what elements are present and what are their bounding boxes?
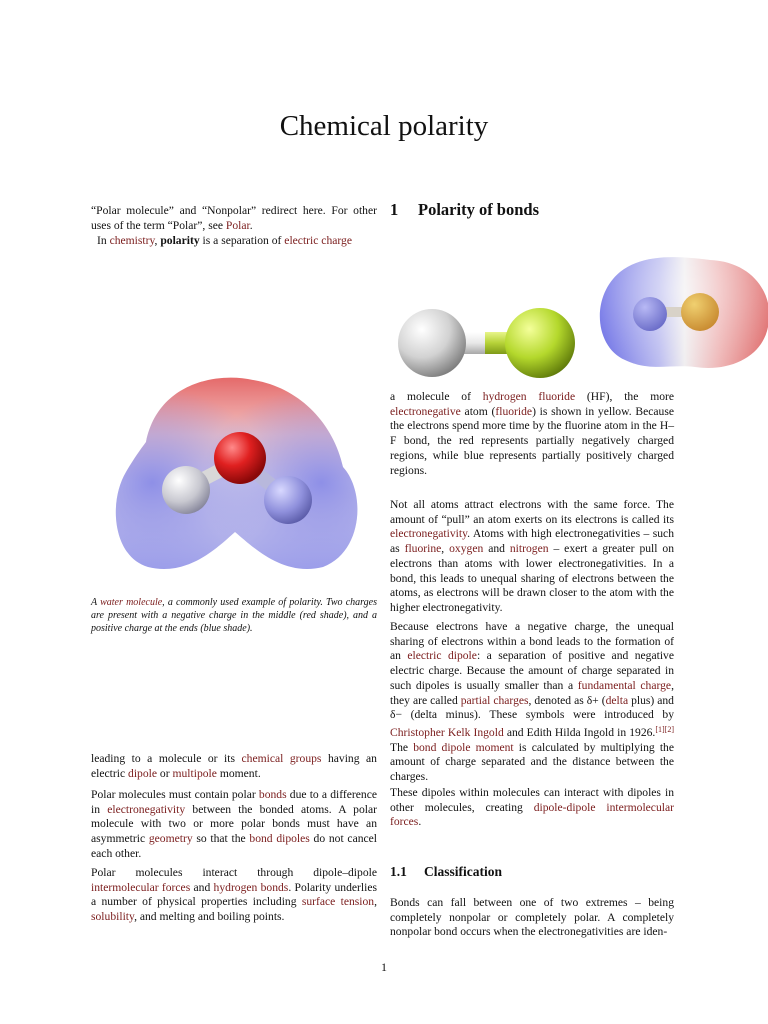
- electric-charge-link[interactable]: electric charge: [284, 234, 352, 247]
- paragraph-interactions: [91, 866, 377, 925]
- delta-link[interactable]: delta: [605, 693, 629, 707]
- caption-text: ) is shown in yellow. Because the electrons spend more time by the fluorine atom in the H–F bond, the red represents partially negatively charged regions, while blue represents partially positively charged regions.: [390, 404, 674, 477]
- page-title: Chemical polarity: [279, 110, 489, 142]
- intro-text: ,: [154, 234, 161, 247]
- water-figure-caption: [91, 596, 377, 635]
- paragraph-text: . Polarity underlies a number of physical properties including: [91, 880, 378, 909]
- water-molecule-link[interactable]: water molecule: [100, 597, 163, 608]
- intermolecular-forces-link[interactable]: intermolecular forces: [91, 880, 191, 894]
- dipole-link[interactable]: dipole: [128, 766, 157, 780]
- hf-electrostatic-figure: [590, 252, 768, 374]
- intro-paragraph: [91, 234, 377, 249]
- paragraph-text: Polar molecules interact through dipole–dipole: [91, 866, 377, 879]
- paragraph-text: is calculated by multiplying the amount of charge separated and the distance between the charges.: [390, 740, 674, 784]
- paragraph-classification: [390, 896, 674, 940]
- hydrogen-atom: [398, 309, 466, 377]
- electronegative-link[interactable]: electronegative: [390, 404, 461, 418]
- subsection-title: Classification: [424, 864, 503, 879]
- polar-link[interactable]: Polar: [225, 218, 250, 232]
- paragraph-text: and: [190, 880, 214, 894]
- paragraph-text: between the bonded atoms. A polar molecule with two or more polar bonds must have an asymmetric: [91, 802, 377, 846]
- paragraph-text: , they are called: [390, 678, 674, 707]
- intro-text: is a separation of: [199, 234, 285, 247]
- hydrogen-atom: [162, 466, 210, 514]
- intro-text: In: [97, 234, 110, 247]
- paragraph-text: due to a difference in: [91, 788, 377, 816]
- paragraph-text: and: [483, 542, 510, 556]
- hydrogen-bonds-link[interactable]: hydrogen bonds: [213, 880, 289, 894]
- paragraph-text: ,: [374, 895, 377, 909]
- dipole-dipole-forces-link[interactable]: dipole-dipole intermolecular forces: [390, 800, 674, 829]
- caption-text: (HF), the more: [575, 390, 675, 403]
- paragraph-text: and Edith Hilda Ingold in 1926.: [503, 725, 656, 739]
- page-number: 1: [381, 960, 387, 974]
- paragraph-text: Because electrons have a negative charge, the unequal sharing of electrons within a bond leads to the formation of an: [390, 620, 674, 663]
- partial-charges-link[interactable]: partial charges: [460, 693, 529, 707]
- multipole-link[interactable]: multipole: [172, 766, 217, 780]
- polarity-term: polarity: [160, 234, 200, 247]
- paragraph-text: Not all atoms attract electrons with the same force. The amount of “pull” an atom exerts on its electrons is called its: [390, 498, 674, 526]
- geometry-link[interactable]: geometry: [148, 832, 193, 846]
- hydrogen-fluoride-link[interactable]: hydrogen fluoride: [482, 390, 576, 403]
- hatnote: [91, 204, 377, 233]
- hf-figure-caption: [390, 390, 674, 478]
- paragraph-text: Bonds can fall between one of two extremes – being completely nonpolar or completely polar. A completely nonpolar bond occurs when the electronegativities are iden-: [390, 896, 674, 939]
- paragraph-text: having an electric: [91, 752, 377, 780]
- paragraph-text: or: [157, 766, 173, 780]
- subsection-heading-classification: [390, 864, 502, 880]
- paragraph-text: do not cancel each other.: [91, 832, 378, 860]
- paragraph-text: so that the: [192, 832, 250, 846]
- fluoride-link[interactable]: fluoride: [495, 404, 533, 418]
- section-heading-polarity-of-bonds: [390, 200, 539, 220]
- chemical-groups-link[interactable]: chemical groups: [241, 752, 322, 765]
- paragraph-dipole: [91, 752, 377, 781]
- oxygen-link[interactable]: oxygen: [449, 542, 484, 556]
- fluorine-atom: [681, 293, 719, 331]
- paragraph-text: These dipoles within molecules can interact with dipoles in other molecules, creating: [390, 786, 674, 814]
- paragraph-text: , and melting and boiling points.: [134, 910, 285, 924]
- hatnote-end: .: [249, 218, 253, 232]
- paragraph-text: ,: [441, 542, 450, 556]
- paragraph-polar-bonds: [91, 788, 377, 862]
- paragraph-text: plus) and δ− (delta minus). These symbols were introduced by: [390, 693, 674, 722]
- paragraph-text: .: [418, 815, 422, 829]
- chemistry-link[interactable]: chemistry: [109, 234, 155, 247]
- water-molecule-figure: [108, 372, 363, 577]
- fluorine-atom: [505, 308, 575, 378]
- subsection-number: 1.1: [390, 864, 407, 879]
- paragraph-text: Polar molecules must contain polar: [91, 788, 259, 801]
- paragraph-text: leading to a molecule or its: [91, 752, 242, 765]
- paragraph-text: The: [390, 740, 414, 754]
- fundamental-charge-link[interactable]: fundamental charge: [577, 678, 672, 692]
- paragraph-dipole-formation: [390, 620, 674, 785]
- electronegativity-link[interactable]: electronegativity: [107, 802, 186, 816]
- paragraph-text: – exert a greater pull on electrons than atoms with lower electronegativities. In a bond, this leads to unequal sharing of electrons between the atoms, as electrons will be drawn closer to the atom with the higher electronegativity.: [390, 542, 675, 614]
- electronegativity-link[interactable]: electronegativity: [390, 527, 468, 541]
- solubility-link[interactable]: solubility: [91, 910, 135, 924]
- hydrogen-atom: [264, 476, 312, 524]
- bond-dipole-moment-link[interactable]: bond dipole moment: [413, 740, 514, 754]
- hatnote-text: “Polar molecule” and “Nonpolar” redirect here. For other uses of the term “Polar”, see: [91, 204, 377, 232]
- hydrogen-atom: [633, 297, 667, 331]
- section-title: Polarity of bonds: [418, 200, 540, 219]
- caption-text: a molecule of: [390, 390, 483, 403]
- section-number: 1: [390, 200, 399, 219]
- surface-tension-link[interactable]: surface tension: [301, 895, 375, 909]
- caption-text: atom (: [460, 404, 496, 418]
- nitrogen-link[interactable]: nitrogen: [509, 542, 549, 556]
- reference-2-link[interactable]: [2]: [664, 724, 674, 734]
- hf-ball-stick-figure: [395, 305, 580, 385]
- paragraph-text: moment.: [216, 766, 261, 780]
- paragraph-text: , denoted as δ+ (: [528, 693, 606, 707]
- ingold-link[interactable]: Christopher Kelk Ingold: [390, 725, 504, 739]
- paragraph-electronegativity: [390, 498, 674, 616]
- paragraph-text: : a separation of positive and negative electric charge. Because the amount of charge separated in such dipoles is usually smaller than a: [390, 649, 674, 692]
- caption-text: A: [91, 597, 101, 608]
- bond-dipoles-link[interactable]: bond dipoles: [249, 832, 310, 846]
- reference-1-link[interactable]: [1]: [655, 724, 665, 734]
- oxygen-atom: [214, 432, 266, 484]
- bonds-link[interactable]: bonds: [258, 788, 287, 801]
- fluorine-link[interactable]: fluorine: [404, 542, 442, 556]
- paragraph-text: . Atoms with high electronegativities – such as: [390, 527, 674, 556]
- caption-text: , a commonly used example of polarity. Two charges are present with a negative charge in the middle (red shade), and a positive charge at the ends (blue shade).: [91, 597, 377, 634]
- paragraph-dipole-interactions: [390, 786, 674, 830]
- electric-dipole-link[interactable]: electric dipole: [407, 649, 477, 663]
